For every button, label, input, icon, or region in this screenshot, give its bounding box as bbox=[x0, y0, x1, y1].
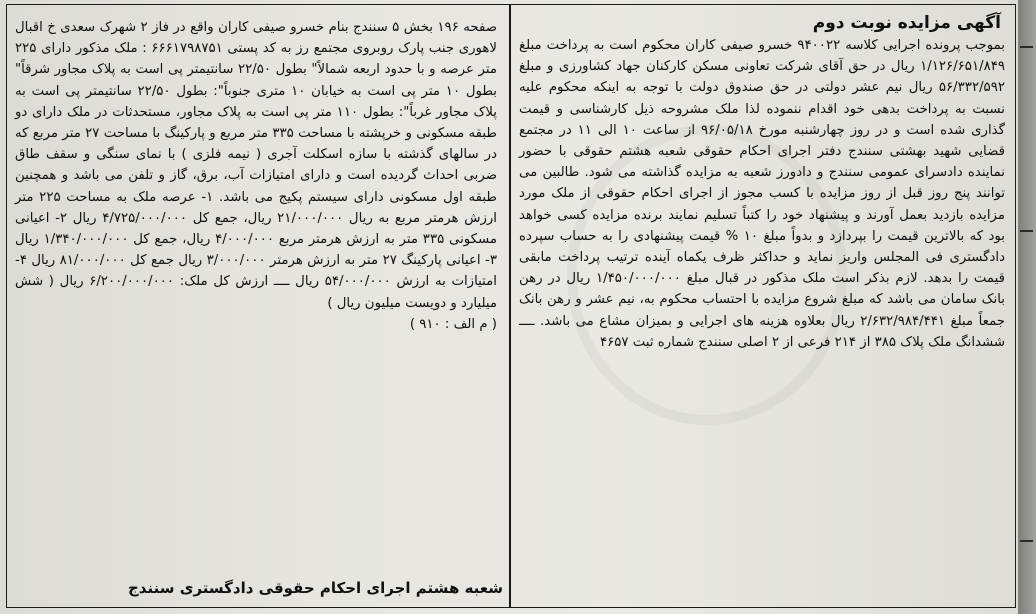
notice-body-part-2: صفحه ۱۹۶ بخش ۵ سنندج بنام خسرو صیفی کاران واقع در فاز ۲ شهرک سعدی خ اقبال لاهوری جنب پارک روبروی مجتمع رز به کد پستی ۶۶۶۱۷۹۸۷۵۱ : ملک مذکور دارای ۲۲۵ متر عرصه و با حدود اربعه شمالاً" بطول ۲۲/۵۰ سانتیمتر پی است به پلاک مجاور شرقاً" بطول ۱۰ متر پی است به خیابان ۱۰ متری جنوباً": بطول ۲۲/۵۰ سانتیمتر پی است به پلاک مجاور غرباً": بطول ۱۱۰ متر پی است به پلاک مجاور، مستحدثات در ملک دارای دو طبقه مسکونی و خرپشته با مساحت ۳۳۵ متر مربع و پارکینگ با مساحت ۲۷ متر مربع که در سالهای گذشته با سازه اسکلت آجری ( نیمه فلزی ) با نمای سنگی و سقف طاق ضربی احداث گردیده است و دارای امتیازات آب، برق، گاز و تلفن می باشد و همچنین طبقه اول مسکونی دارای سیستم پکیج می باشد. ۱- عرصه ملک به مساحت ۲۲۵ متر ارزش هرمتر مربع به ریال ۲۱/۰۰۰/۰۰۰ ریال، جمع کل ۴/۷۲۵/۰۰۰/۰۰۰ ریال ۲- اعیانی مسکونی ۳۳۵ متر به ارزش هرمتر مربع ۴/۰۰۰/۰۰۰ ریال، جمع کل ۱/۳۴۰/۰۰۰/۰۰۰ ریال ۳- اعیانی پارکینگ ۲۷ متر به ارزش هرمتر ۳/۰۰۰/۰۰۰ ریال جمع کل ۸۱/۰۰۰/۰۰۰ ریال ۴- امتیازات به ارزش ۵۴/۰۰۰/۰۰۰ ریال ــــ ارزش کل ملک: ۶/۲۰۰/۰۰۰/۰۰۰ ریال ( شش میلیارد و دویست میلیون ریال ) bbox=[15, 20, 498, 311]
notice-title: آگهی مزایده نوبت دوم bbox=[812, 13, 1001, 33]
edge-rule-mark bbox=[1020, 46, 1033, 48]
notice-body-part-1: بموجب پرونده اجرایی کلاسه ۹۴۰۰۲۲ خسرو صیفی کاران محکوم است به پرداخت مبلغ ۱/۱۲۶/۶۵۱/۸۴۹ ریال در حق آقای شرکت تعاونی مسکن کارکنان جهاد کشاورزی و مبلغ ۵۶/۳۳۲/۵۹۲ ریال نیم عشر دولتی در حق صندوق دولت با توجه به اینکه محکوم علیه نسبت به پرداخت بدهی خود اقدام ننموده لذا ملک مشروحه ذیل کارشناسی و قیمت گذاری شده است و در روز چهارشنبه مورخ ۹۶/۰۵/۱۸ از ساعت ۱۰ الی ۱۱ در مجتمع قضایی شهید بهشتی سنندج دفتر اجرای احکام حقوقی شعبه هشتم حقوقی با حضور نماینده دادسرای عمومی سنندج و دادورز شعبه به مزایده گذاشته می شود. طالبین می توانند پنج روز قبل از روز مزایده با کسب مجوز از اجرای احکام حقوقی از ملک مورد مزایده بازدید بعمل آورند و پیشنهاد خود را کتباً تسلیم نمایند برنده مزایده کسی خواهد بود که بالاترین قیمت را بپردازد و بدواً مبلغ ۱۰ % قیمت پیشنهادی را به حساب سپرده دادگستری فی المجلس واریز نماید و حداکثر ظرف یکماه آینده ترتیب پرداخت مابقی قیمت را بدهد. لازم بذکر است ملک مذکور در قبال مبلغ ۱/۴۵۰/۰۰۰/۰۰۰ ریال در رهن بانک سامان می باشد که مبلغ شروع مزایده با احتساب محکوم به، نیم عشر و رهن بانک جمعاً مبلغ ۲/۶۳۲/۹۸۴/۴۴۱ ریال بعلاوه هزینه های اجرایی و بمیزان مشاع می باشد. ــــ ششدانگ ملک پلاک ۳۸۵ از ۲۱۴ فرعی از ۲ اصلی سنندج شماره ثبت ۴۶۵۷ bbox=[519, 38, 1006, 350]
edge-rule-mark bbox=[1020, 540, 1033, 542]
adjacent-column-edge bbox=[1018, 0, 1036, 614]
notice-signature: شعبه هشتم اجرای احکام حقوقی دادگستری سنندج bbox=[128, 579, 503, 597]
auction-notice-box bbox=[6, 4, 1016, 608]
notice-reference: ( م الف : ۹۱۰ ) bbox=[409, 316, 497, 332]
column-divider bbox=[509, 5, 511, 607]
notice-left-column bbox=[11, 5, 503, 335]
edge-rule-mark bbox=[1020, 230, 1033, 232]
notice-right-column bbox=[515, 5, 1011, 353]
